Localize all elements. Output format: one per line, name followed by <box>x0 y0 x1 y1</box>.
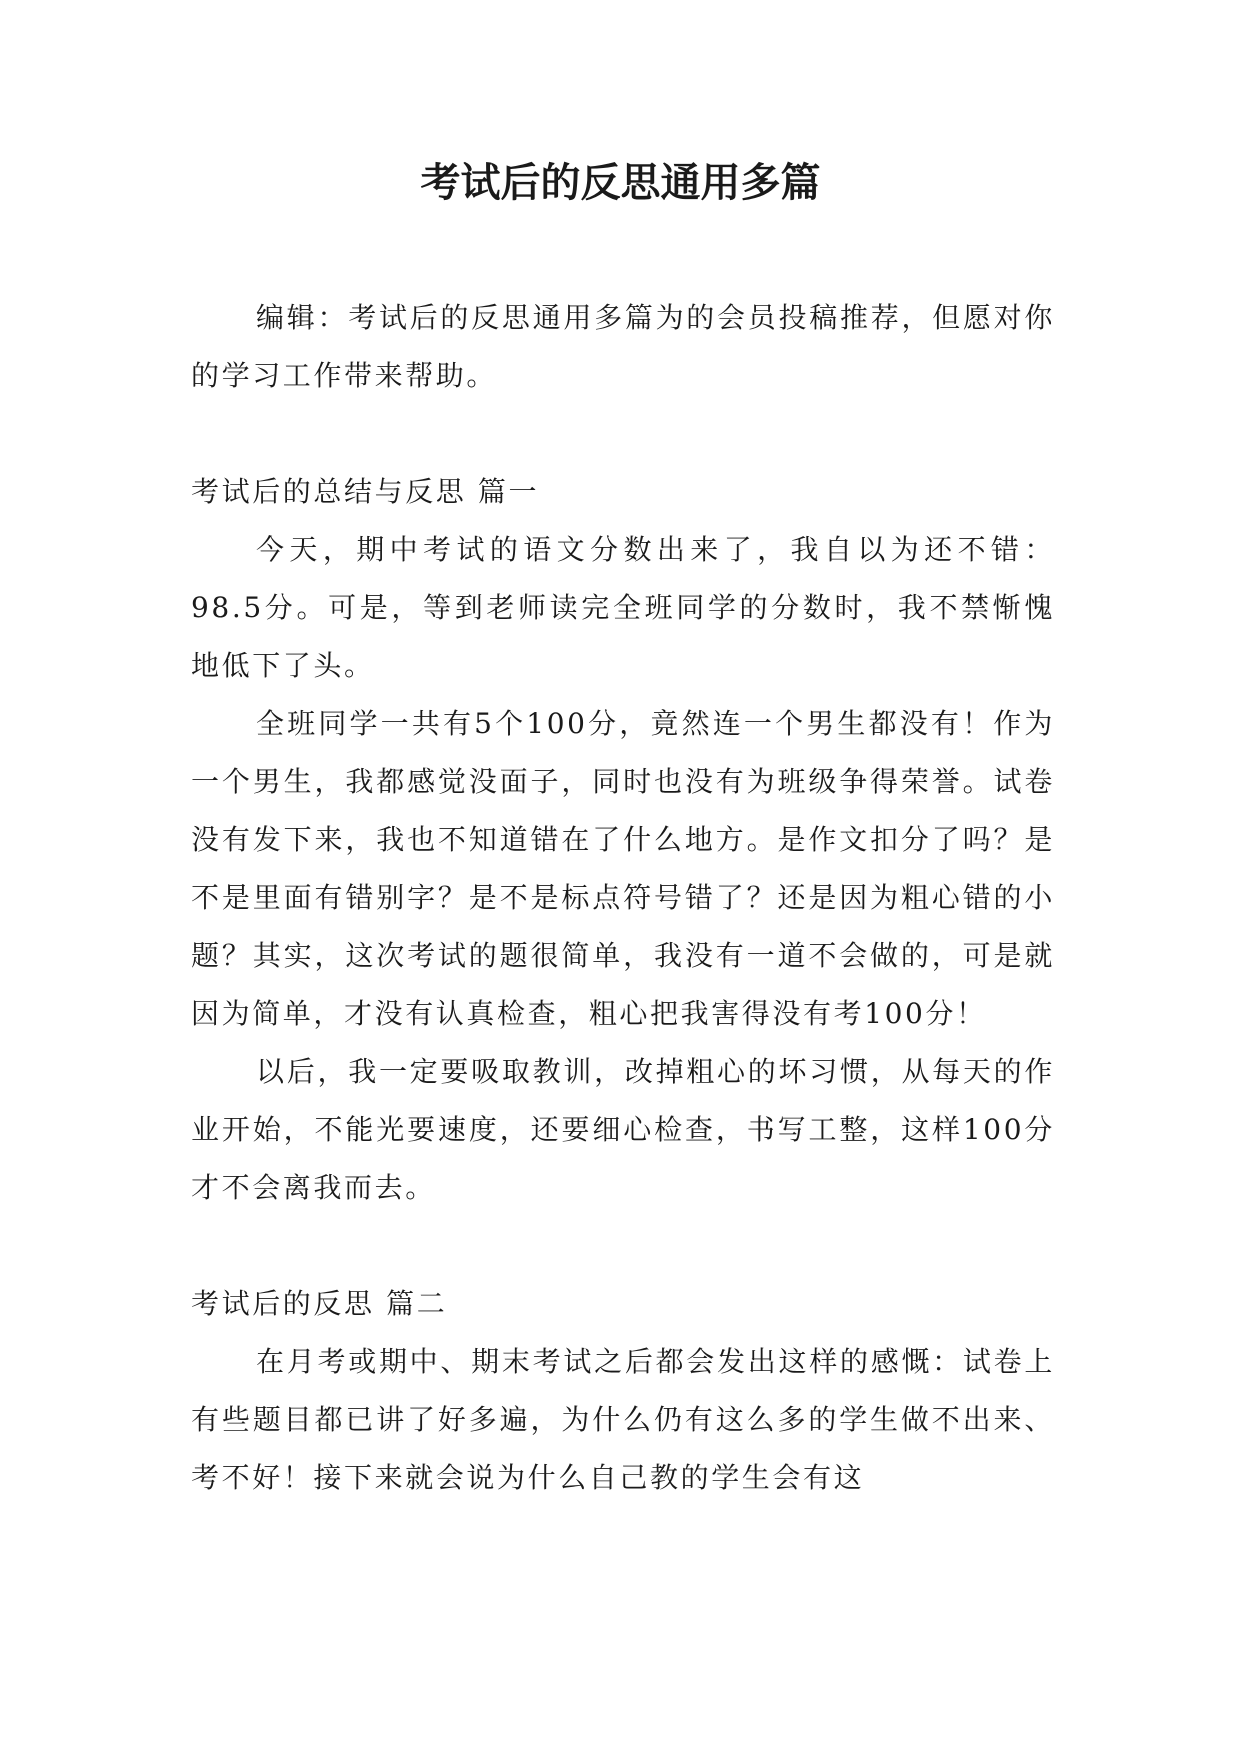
section-spacer <box>191 1217 1055 1275</box>
section-paragraph: 以后，我一定要吸取教训，改掉粗心的坏习惯，从每天的作业开始，不能光要速度，还要细心检查，书写工整，这样100分才不会离我而去。 <box>191 1055 1055 1204</box>
section-paragraph: 全班同学一共有5个100分，竟然连一个男生都没有！作为一个男生，我都感觉没面子，同时也没有为班级争得荣誉。试卷没有发下来，我也不知道错在了什么地方。是作文扣分了吗？是不是里面有错别字？是不是标点符号错了？还是因为粗心错的小题？其实，这次考试的题很简单，我没有一道不会做的，可是就因为简单，才没有认真检查，粗心把我害得没有考100分！ <box>191 707 1055 1030</box>
section-paragraph: 今天，期中考试的语文分数出来了，我自以为还不错：98.5分。可是，等到老师读完全班同学的分数时，我不禁惭愧地低下了头。 <box>191 533 1055 682</box>
intro-paragraph: 编辑：考试后的反思通用多篇为的会员投稿推荐，但愿对你的学习工作带来帮助。 <box>191 301 1055 392</box>
section-spacer <box>191 405 1055 463</box>
document-title: 考试后的反思通用多篇 <box>420 159 821 206</box>
section-paragraph: 在月考或期中、期末考试之后都会发出这样的感慨：试卷上有些题目都已讲了好多遍，为什么仍有这么多的学生做不出来、考不好！接下来就会说为什么自己教的学生会有这 <box>191 1345 1055 1494</box>
document-body <box>191 289 1055 1507</box>
section-heading: 考试后的反思 篇二 <box>191 1287 448 1320</box>
section-heading: 考试后的总结与反思 篇一 <box>191 475 540 508</box>
